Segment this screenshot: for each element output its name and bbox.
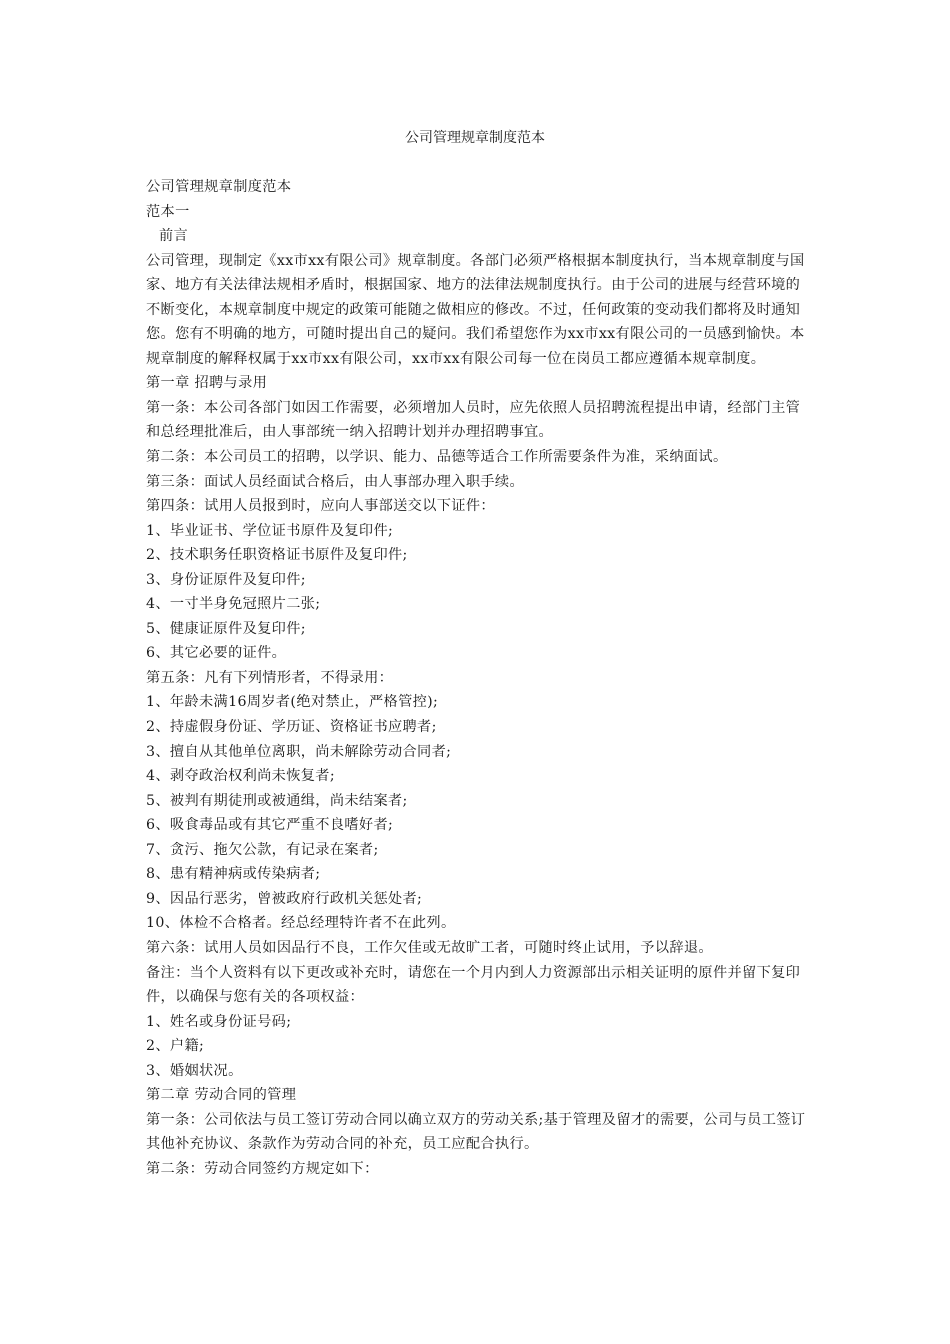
- list-item: 1、姓名或身份证号码;: [146, 1013, 292, 1030]
- list-item: 5、健康证原件及复印件;: [146, 620, 306, 637]
- list-item: 6、其它必要的证件。: [146, 645, 287, 662]
- article-paragraph: 第四条：试用人员报到时，应向人事部送交以下证件：: [146, 498, 495, 515]
- list-item: 4、一寸半身免冠照片二张;: [146, 596, 321, 613]
- preface-paragraph: 公司管理，现制定《xx市xx有限公司》规章制度。各部门必须严格根据本制度执行，当本规章制度与国家、地方有关法律法规相矛盾时，根据国家、地方的法律法规制度执行。由于公司的进展与经营环境的不断变化，本规章制度中规定的政策可能随之做相应的修改。不过，任何政策的变动我们都将及时通知您。您有不明确的地方，可随时提出自己的疑问。我们希望您作为xx市xx有限公司的一员感到愉快。本规章制度的解释权属于xx市xx有限公司，xx市xx有限公司每一位在岗员工都应遵循本规章制度。: [146, 252, 805, 367]
- note-paragraph: 备注：当个人资料有以下更改或补充时，请您在一个月内到人力资源部出示相关证明的原件并留下复印件，以确保与您有关的各项权益：: [146, 964, 801, 1006]
- subtitle: 公司管理规章制度范本: [146, 179, 292, 195]
- chapter-heading: 第一章 招聘与录用: [146, 375, 268, 392]
- list-item: 6、吸食毒品或有其它严重不良嗜好者;: [146, 817, 394, 834]
- article-paragraph: 第一条：公司依法与员工签订劳动合同以确立双方的劳动关系;基于管理及留才的需要，公司与员工签订其他补充协议、条款作为劳动合同的补充，员工应配合执行。: [146, 1111, 806, 1153]
- list-item: 4、剥夺政治权利尚未恢复者;: [146, 768, 335, 785]
- list-item: 1、年龄未满16周岁者(绝对禁止，严格管控);: [146, 694, 439, 711]
- list-item: 5、被判有期徒刑或被通缉，尚未结案者;: [146, 792, 408, 809]
- list-item: 8、患有精神病或传染病者;: [146, 866, 321, 883]
- list-item: 2、技术职务任职资格证书原件及复印件;: [146, 547, 408, 564]
- list-item: 7、贪污、拖欠公款，有记录在案者;: [146, 841, 379, 858]
- chapter-heading: 第二章 劳动合同的管理: [146, 1087, 297, 1104]
- list-item: 1、毕业证书、学位证书原件及复印件;: [146, 522, 394, 539]
- list-item: 3、婚姻状况。: [146, 1062, 243, 1079]
- article-paragraph: 第三条：面试人员经面试合格后，由人事部办理入职手续。: [146, 473, 524, 490]
- document-title: 公司管理规章制度范本: [405, 130, 545, 146]
- article-paragraph: 第二条：劳动合同签约方规定如下：: [146, 1160, 379, 1177]
- section-label: 范本一: [146, 203, 190, 220]
- article-paragraph: 第五条：凡有下列情形者，不得录用：: [146, 669, 394, 686]
- list-item: 9、因品行恶劣，曾被政府行政机关惩处者;: [146, 890, 423, 907]
- preface-heading: 前言: [159, 228, 189, 245]
- list-item: 3、擅自从其他单位离职，尚未解除劳动合同者;: [146, 743, 452, 760]
- list-item: 10、体检不合格者。经总经理特许者不在此列。: [146, 915, 456, 932]
- list-item: 2、户籍;: [146, 1038, 205, 1055]
- document-body: [146, 175, 810, 1181]
- list-item: 3、身份证原件及复印件;: [146, 571, 306, 588]
- article-paragraph: 第六条：试用人员如因品行不良，工作欠佳或无故旷工者，可随时终止试用，予以辞退。: [146, 939, 713, 956]
- article-paragraph: 第二条：本公司员工的招聘，以学识、能力、品德等适合工作所需要条件为准，采纳面试。: [146, 449, 728, 466]
- list-item: 2、持虚假身份证、学历证、资格证书应聘者;: [146, 719, 437, 736]
- article-paragraph: 第一条：本公司各部门如因工作需要，必须增加人员时，应先依照人员招聘流程提出申请，经部门主管和总经理批准后，由人事部统一纳入招聘计划并办理招聘事宜。: [146, 399, 801, 441]
